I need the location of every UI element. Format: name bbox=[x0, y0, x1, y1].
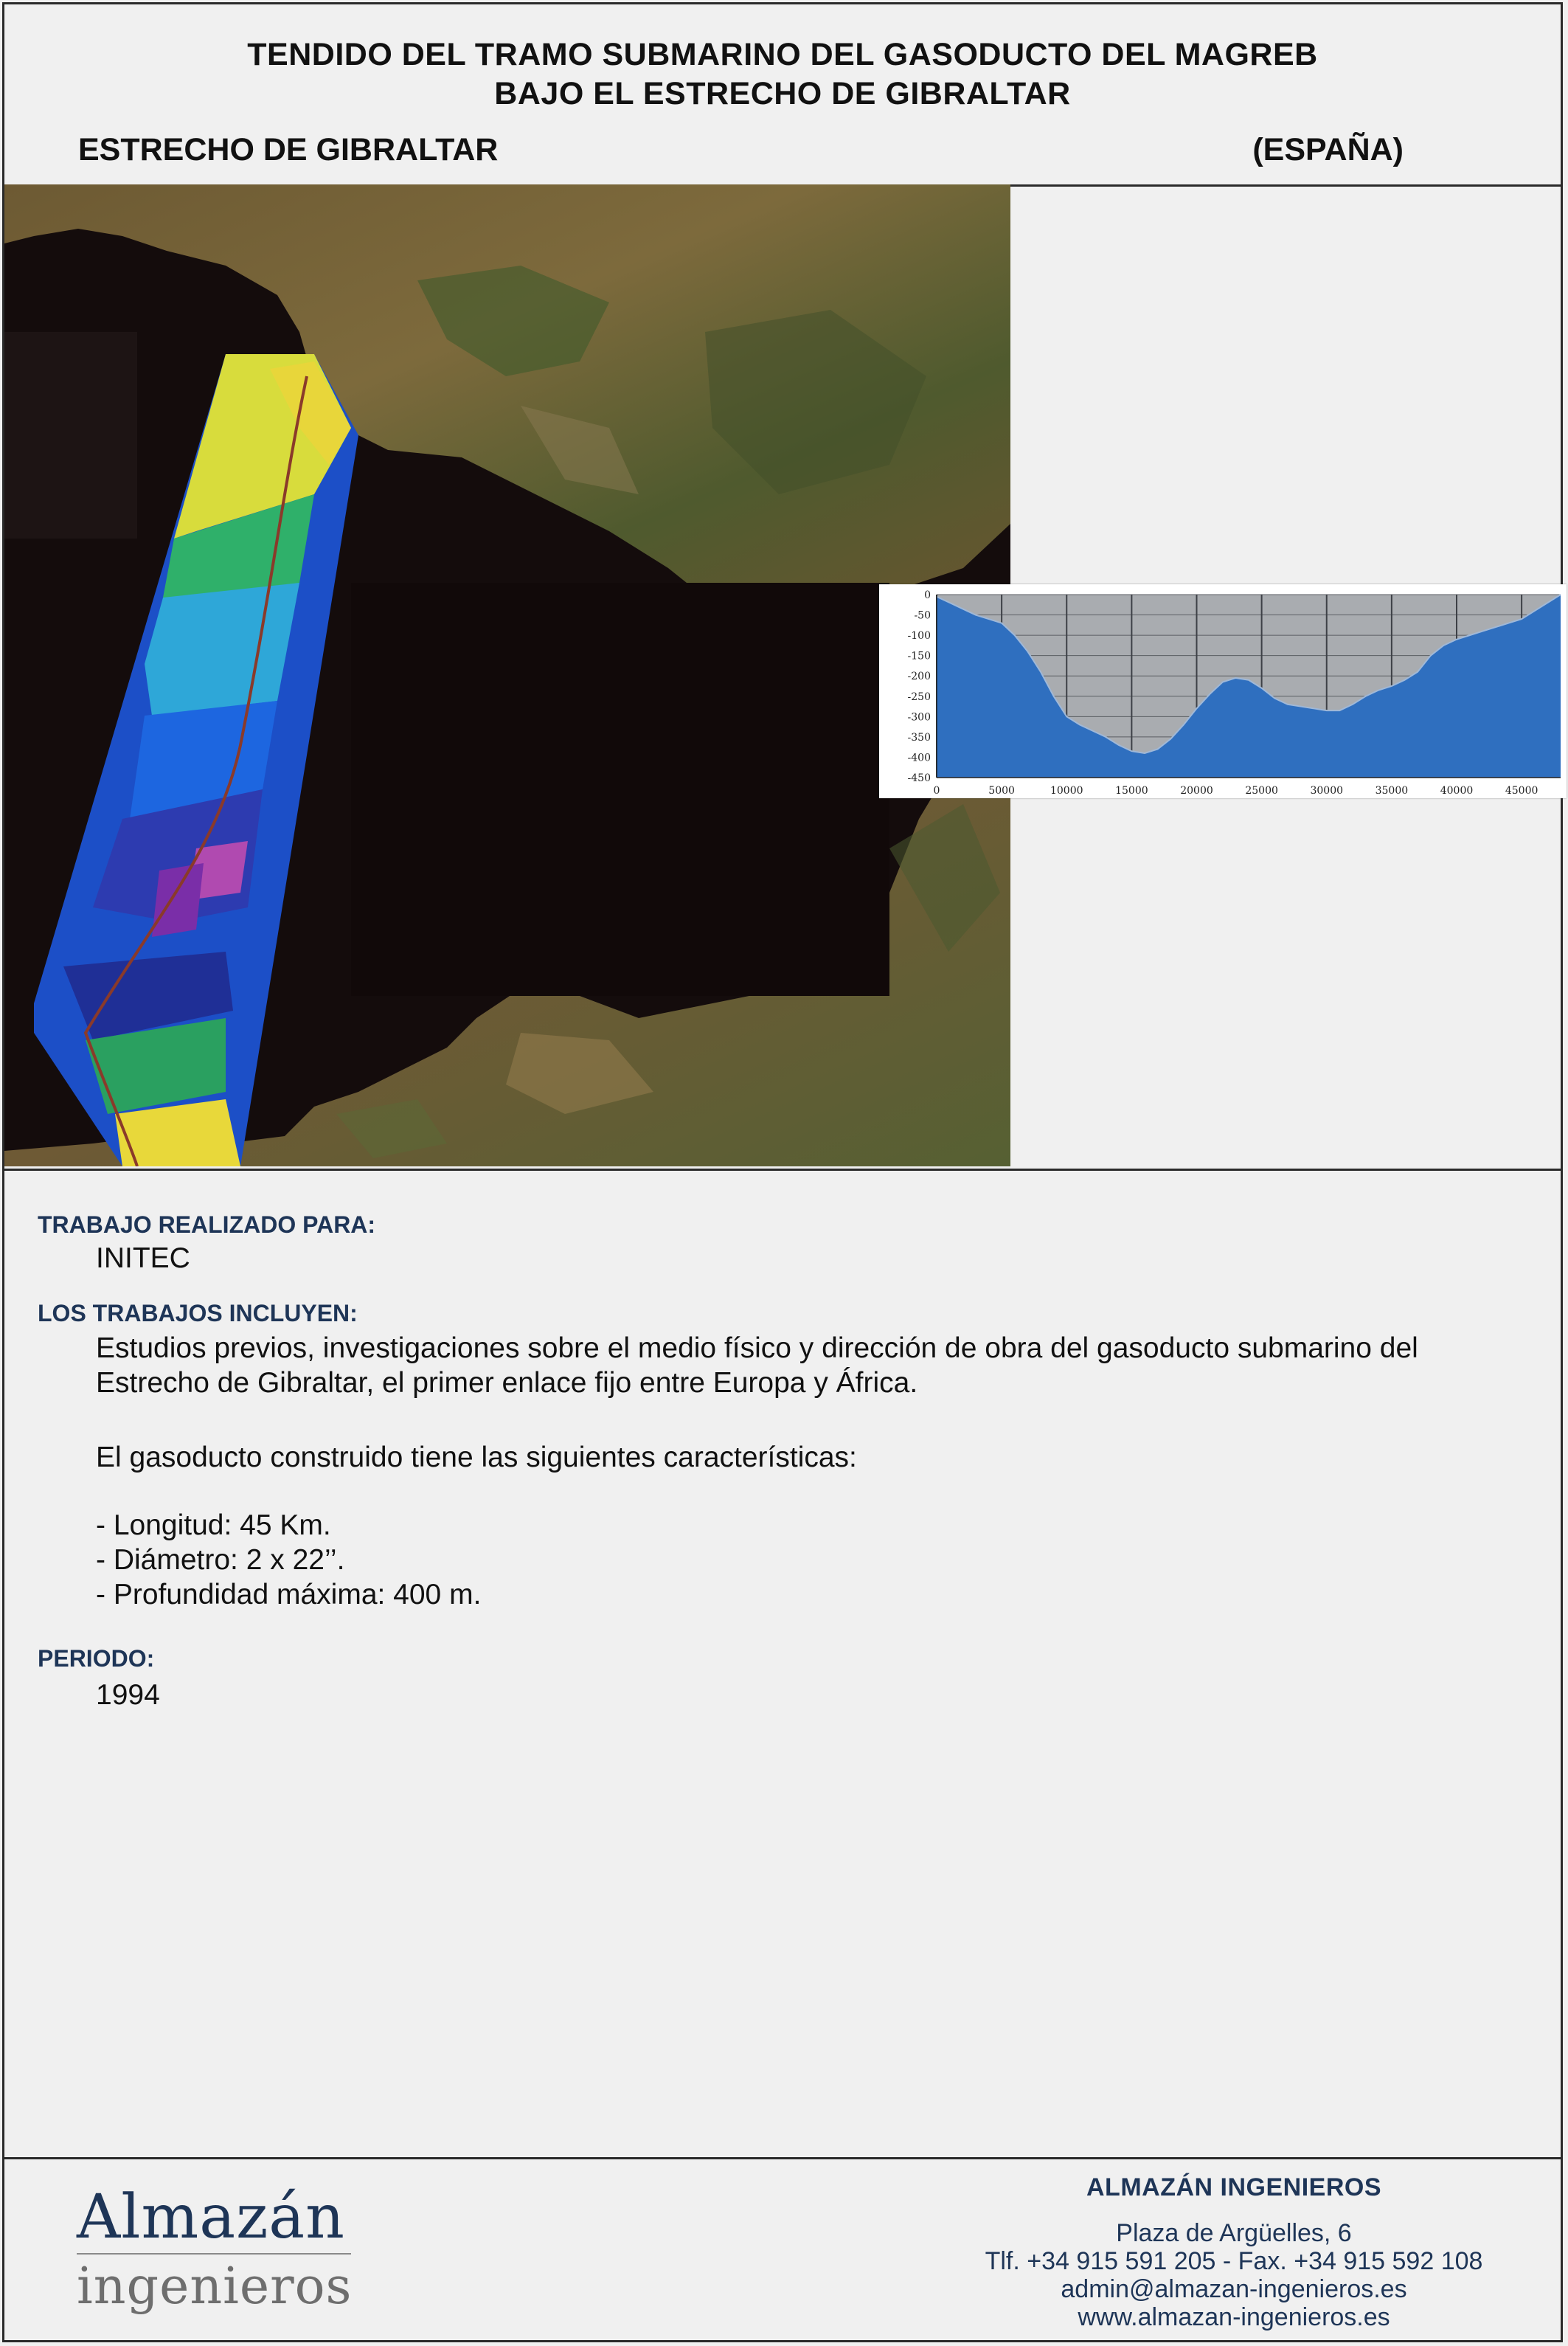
image-area bbox=[4, 184, 1561, 1171]
x-tick-label: 35000 bbox=[1375, 785, 1409, 797]
satellite-map-image bbox=[4, 184, 1010, 1166]
y-tick-label: -200 bbox=[907, 671, 931, 683]
scope-label: LOS TRABAJOS INCLUYEN: bbox=[38, 1300, 358, 1326]
x-tick-label: 20000 bbox=[1180, 785, 1213, 797]
period-value: 1994 bbox=[96, 1679, 160, 1711]
footer bbox=[4, 2157, 1561, 2340]
project-sheet bbox=[2, 2, 1563, 2342]
x-tick-label: 10000 bbox=[1050, 785, 1083, 797]
scope-line: Estudios previos, investigaciones sobre el medio físico y dirección de obra del gasoducto submarino del bbox=[96, 1332, 1418, 1364]
y-tick-label: -150 bbox=[907, 650, 931, 662]
company-name: ALMAZÁN INGENIEROS bbox=[1086, 2173, 1381, 2201]
y-tick-label: -250 bbox=[907, 691, 931, 703]
x-tick-label: 30000 bbox=[1310, 785, 1344, 797]
country-label: (ESPAÑA) bbox=[1252, 132, 1404, 167]
y-tick-label: -400 bbox=[907, 752, 931, 764]
company-phone-fax: Tlf. +34 915 591 205 - Fax. +34 915 592 108 bbox=[985, 2247, 1483, 2275]
y-tick-label: 0 bbox=[924, 589, 931, 601]
y-tick-label: -450 bbox=[907, 772, 931, 784]
y-tick-label: -350 bbox=[907, 731, 931, 744]
spec-list bbox=[96, 1508, 481, 1612]
scope-description bbox=[96, 1331, 1418, 1400]
x-tick-label: 40000 bbox=[1440, 785, 1474, 797]
location-label: ESTRECHO DE GIBRALTAR bbox=[78, 132, 499, 167]
company-address: Plaza de Argüelles, 6 bbox=[1116, 2219, 1352, 2247]
spec-diameter: - Diámetro: 2 x 22’’. bbox=[96, 1544, 345, 1576]
client-value: INITEC bbox=[96, 1242, 190, 1274]
scope-line: Estrecho de Gibraltar, el primer enlace fijo entre Europa y África. bbox=[96, 1367, 918, 1399]
y-tick-label: -300 bbox=[907, 711, 931, 724]
client-label: TRABAJO REALIZADO PARA: bbox=[38, 1211, 376, 1238]
characteristics-intro: El gasoducto construido tiene las siguientes características: bbox=[96, 1442, 857, 1473]
page-title-line-2: BAJO EL ESTRECHO DE GIBRALTAR bbox=[494, 76, 1071, 111]
company-website[interactable]: www.almazan-ingenieros.es bbox=[1078, 2303, 1390, 2331]
logo-wordmark-bottom: ingenieros bbox=[77, 2257, 353, 2316]
y-tick-label: -50 bbox=[914, 609, 931, 622]
x-tick-label: 5000 bbox=[988, 785, 1015, 797]
period-label: PERIODO: bbox=[38, 1645, 155, 1672]
spec-depth: - Profundidad máxima: 400 m. bbox=[96, 1579, 482, 1610]
page-title-line-1: TENDIDO DEL TRAMO SUBMARINO DEL GASODUCTO DEL MAGREB bbox=[247, 37, 1318, 72]
company-email[interactable]: admin@almazan-ingenieros.es bbox=[1061, 2275, 1407, 2303]
x-tick-label: 15000 bbox=[1115, 785, 1148, 797]
x-tick-label: 25000 bbox=[1245, 785, 1278, 797]
project-info bbox=[4, 1169, 1561, 2159]
spec-length: - Longitud: 45 Km. bbox=[96, 1509, 331, 1541]
y-tick-label: -100 bbox=[907, 630, 931, 643]
header bbox=[4, 4, 1561, 187]
x-tick-label: 45000 bbox=[1505, 785, 1538, 797]
depth-profile-chart bbox=[879, 584, 1567, 798]
logo-divider bbox=[77, 2253, 351, 2255]
x-tick-label: 0 bbox=[933, 785, 940, 797]
logo-wordmark-top: Almazán bbox=[77, 2182, 345, 2252]
